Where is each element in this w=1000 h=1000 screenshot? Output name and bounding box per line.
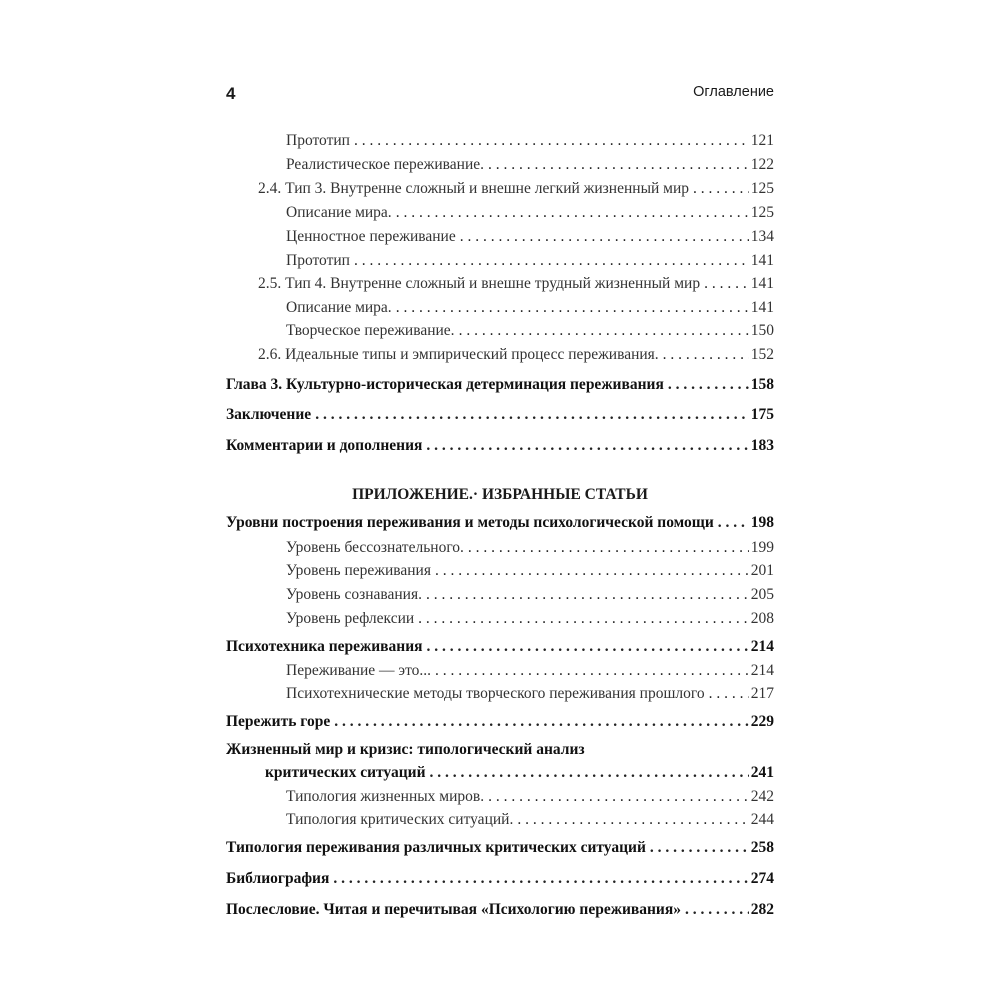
- toc-entry-page: 150: [750, 322, 774, 339]
- toc-entry-title: Типология критических ситуаций.: [286, 811, 514, 828]
- toc-entry-title: Послесловие. Читая и перечитывая «Психологию переживания»: [226, 901, 681, 918]
- dot-leader: [396, 202, 749, 224]
- dot-leader: [663, 344, 749, 366]
- toc-entry[interactable]: [226, 374, 774, 396]
- toc-entry[interactable]: [258, 344, 774, 366]
- toc-entry[interactable]: [286, 809, 774, 831]
- toc-entry-page: 208: [750, 610, 774, 627]
- toc-entry[interactable]: [265, 762, 774, 784]
- dot-leader: [718, 512, 749, 534]
- dot-leader: [354, 250, 749, 272]
- toc-entry-title: Библиография: [226, 870, 330, 887]
- toc-entry-page: 152: [750, 346, 774, 363]
- toc-entry-page: 242: [750, 788, 774, 805]
- dot-leader: [354, 130, 749, 152]
- toc-entry-title: Прототип: [286, 132, 350, 149]
- toc-entry-title: Пережить горе: [226, 713, 331, 730]
- toc-entry[interactable]: [286, 786, 774, 808]
- toc-entry[interactable]: [286, 202, 774, 224]
- running-title: Оглавление: [693, 84, 774, 100]
- dot-leader: [704, 273, 749, 295]
- toc-entry-page: 205: [750, 586, 774, 603]
- toc-entry-page: 141: [750, 299, 774, 316]
- toc-entry-title: Типология жизненных миров.: [286, 788, 485, 805]
- toc-entry-title: Уровень бессознательного.: [286, 539, 464, 556]
- toc-entry-title: Заключение: [226, 406, 312, 423]
- dot-leader: [709, 683, 749, 705]
- toc-entry-page: 141: [750, 275, 774, 292]
- toc-entry-title: 2.4. Тип 3. Внутренне сложный и внешне легкий жизненный мир: [258, 180, 690, 197]
- toc-entry[interactable]: [226, 739, 774, 761]
- toc-entry-page: 229: [750, 713, 774, 730]
- toc-entry[interactable]: [226, 868, 774, 890]
- toc-entry-title: Жизненный мир и кризис: типологический анализ: [226, 741, 585, 758]
- toc-entry[interactable]: [286, 130, 774, 152]
- toc-entry-title: Описание мира.: [286, 204, 392, 221]
- toc-entry-title: Творческое переживание.: [286, 322, 455, 339]
- toc-entry-page: 183: [750, 437, 774, 454]
- toc-entry[interactable]: [226, 636, 774, 658]
- toc-entry-page: 244: [750, 811, 774, 828]
- toc-entry-title: Прототип: [286, 252, 350, 269]
- toc-entry[interactable]: [286, 608, 774, 630]
- toc-entry-title: Уровень рефлексии: [286, 610, 415, 627]
- toc-entry[interactable]: [286, 660, 774, 682]
- toc-entry[interactable]: [258, 178, 774, 200]
- toc-entry-page: 121: [750, 132, 774, 149]
- dot-leader: [668, 374, 749, 396]
- dot-leader: [426, 435, 748, 457]
- toc-entry[interactable]: [286, 320, 774, 342]
- appendix-heading: ПРИЛОЖЕНИЕ.· ИЗБРАННЫЕ СТАТЬИ: [352, 486, 648, 503]
- toc-entry[interactable]: [286, 683, 774, 705]
- toc-entry[interactable]: [226, 711, 774, 733]
- toc-entry-title: Психотехника переживания: [226, 638, 423, 655]
- dot-leader: [488, 154, 749, 176]
- toc-entry[interactable]: [286, 560, 774, 582]
- toc-entry-page: 214: [750, 662, 774, 679]
- toc-entry-page: 125: [750, 180, 774, 197]
- toc-entry[interactable]: [286, 154, 774, 176]
- toc-entry-title: 2.5. Тип 4. Внутренне сложный и внешне трудный жизненный мир: [258, 275, 701, 292]
- toc-entry-page: 214: [750, 638, 774, 655]
- toc-entry-title: Описание мира.: [286, 299, 392, 316]
- toc-entry-page: 134: [750, 228, 774, 245]
- toc-entry-page: 199: [750, 539, 774, 556]
- toc-entry[interactable]: [286, 537, 774, 559]
- toc-entry[interactable]: [286, 250, 774, 272]
- dot-leader: [488, 786, 749, 808]
- toc-entry[interactable]: [226, 404, 774, 426]
- toc-entry[interactable]: [226, 435, 774, 457]
- dot-leader: [435, 560, 749, 582]
- toc-entry-title: Уровни построения переживания и методы психологической помощи: [226, 514, 714, 531]
- toc-entry-title: Переживание — это...: [286, 662, 432, 679]
- toc-entry[interactable]: [258, 273, 774, 295]
- toc-entry-page: 141: [750, 252, 774, 269]
- dot-leader: [435, 660, 749, 682]
- dot-leader: [685, 899, 749, 921]
- toc-entry-title: Уровень переживания: [286, 562, 431, 579]
- toc-entry-page: 201: [750, 562, 774, 579]
- toc-entry-title: Психотехнические методы творческого переживания прошлого: [286, 685, 705, 702]
- toc-entry-title: Ценностное переживание: [286, 228, 456, 245]
- toc-entry-page: 217: [750, 685, 774, 702]
- dot-leader: [334, 711, 749, 733]
- toc-entry-title: критических ситуаций: [265, 764, 426, 781]
- toc-entry-page: 241: [750, 764, 774, 781]
- toc-entry-title: Комментарии и дополнения: [226, 437, 423, 454]
- dot-leader: [459, 320, 749, 342]
- dot-leader: [460, 226, 749, 248]
- toc-entry-page: 258: [750, 839, 774, 856]
- toc-entry-page: 274: [750, 870, 774, 887]
- toc-entry-title: Уровень сознавания.: [286, 586, 422, 603]
- toc-entry[interactable]: [286, 226, 774, 248]
- toc-entry-title: 2.6. Идеальные типы и эмпирический процесс переживания.: [258, 346, 659, 363]
- toc-entry-title: Типология переживания различных критических ситуаций: [226, 839, 646, 856]
- toc-entry[interactable]: [226, 837, 774, 859]
- toc-entry-title: Глава 3. Культурно-историческая детерминация переживания: [226, 376, 664, 393]
- page-number: 4: [226, 84, 236, 103]
- dot-leader: [517, 809, 748, 831]
- toc-entry[interactable]: [226, 512, 774, 534]
- toc-entry-page: 282: [750, 901, 774, 918]
- toc-entry[interactable]: [286, 297, 774, 319]
- toc-entry[interactable]: [226, 899, 774, 921]
- dot-leader: [430, 762, 749, 784]
- toc-entry[interactable]: [286, 584, 774, 606]
- dot-leader: [315, 404, 749, 426]
- dot-leader: [333, 868, 748, 890]
- toc-entry-page: 125: [750, 204, 774, 221]
- dot-leader: [693, 178, 749, 200]
- dot-leader: [396, 297, 749, 319]
- dot-leader: [426, 584, 749, 606]
- toc-entry-page: 198: [750, 514, 774, 531]
- dot-leader: [468, 537, 749, 559]
- toc-entry-page: 175: [750, 406, 774, 423]
- dot-leader: [418, 608, 749, 630]
- toc-entry-page: 158: [750, 376, 774, 393]
- toc-entry-page: 122: [750, 156, 774, 173]
- dot-leader: [650, 837, 749, 859]
- toc-entry-title: Реалистическое переживание.: [286, 156, 485, 173]
- dot-leader: [427, 636, 749, 658]
